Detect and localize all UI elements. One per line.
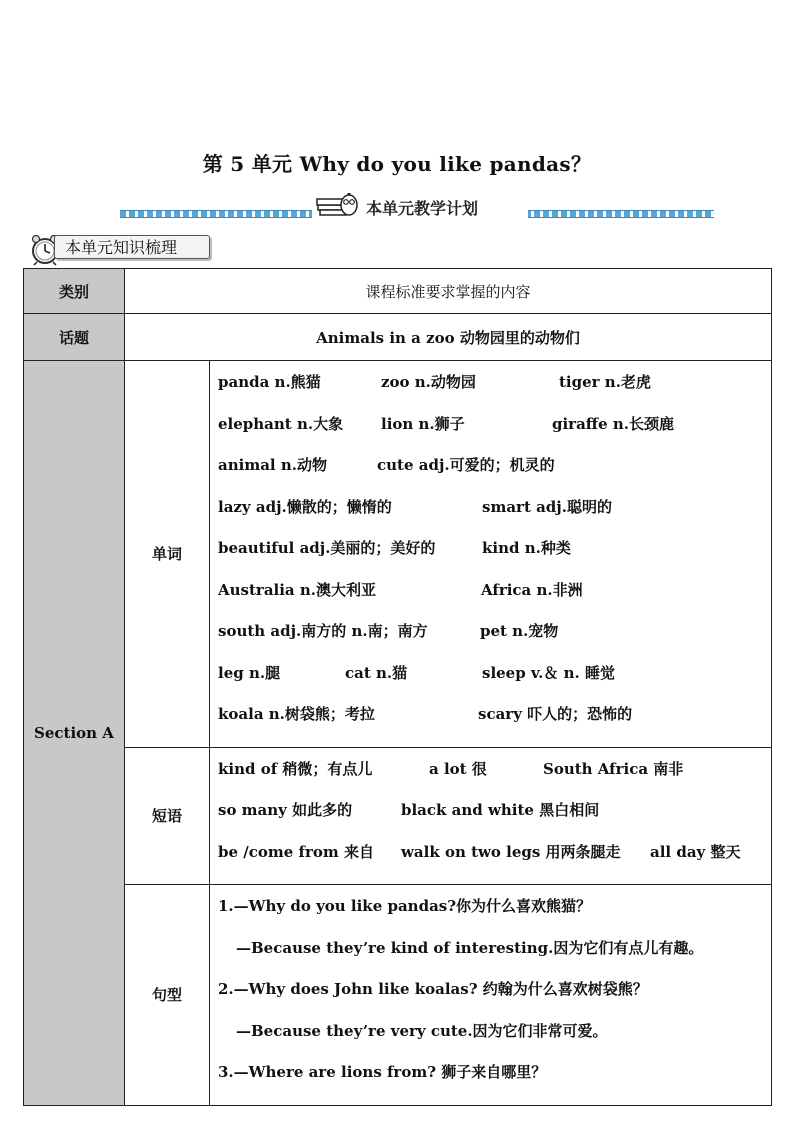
phrases-label: 短语 (125, 747, 210, 885)
word-entry: giraffe n.长颈鹿 (552, 414, 675, 433)
word-entry: pet n.宠物 (480, 622, 559, 640)
word-entry: leg n.腿 (218, 663, 281, 682)
list-item (218, 754, 763, 796)
words-cell (210, 361, 772, 748)
word-entry: animal n.动物 (218, 456, 327, 474)
knowledge-table (23, 268, 772, 1106)
word-entry: cat n.猫 (345, 663, 408, 682)
knowledge-summary-banner (28, 232, 214, 264)
list-item (218, 492, 763, 534)
books-owl-icon (316, 191, 360, 223)
list-item (218, 450, 763, 492)
list-item (218, 367, 763, 409)
category-header: 类别 (24, 269, 125, 314)
topic-value: Animals in a zoo 动物园里的动物们 (125, 314, 772, 361)
teaching-plan-banner (120, 190, 714, 226)
sentence-line: 3.—Where are lions from? 狮子来自哪里？ (218, 1063, 547, 1081)
phrase-entry: South Africa 南非 (543, 759, 684, 778)
words-label: 单词 (125, 361, 210, 748)
sentences-row (24, 885, 772, 1106)
section-label: Section A (24, 361, 125, 1106)
content-header: 课程标准要求掌握的内容 (125, 269, 772, 314)
phrase-entry: so many 如此多的 (218, 801, 353, 819)
word-entry: scary 吓人的；恐怖的 (478, 705, 633, 723)
phrases-row (24, 747, 772, 885)
sentences-label: 句型 (125, 885, 210, 1106)
table-header-row (24, 269, 772, 314)
sentence-line: 1.—Why do you like pandas?你为什么喜欢熊猫？ (218, 897, 592, 915)
word-entry: koala n.树袋熊；考拉 (218, 705, 375, 723)
topic-row (24, 314, 772, 361)
phrase-entry: all day 整天 (650, 842, 741, 861)
words-row (24, 361, 772, 748)
phrases-cell (210, 747, 772, 885)
phrase-entry: be /come from 来自 (218, 842, 374, 861)
word-entry: south adj.南方的 n.南；南方 (218, 622, 428, 640)
sentence-line: 2.—Why does John like koalas? 约翰为什么喜欢树袋熊？ (218, 980, 648, 998)
list-item (218, 795, 763, 837)
list-item (218, 616, 763, 658)
word-entry: lazy adj.懒散的；懒惰的 (218, 497, 392, 516)
word-entry: lion n.狮子 (381, 414, 465, 433)
word-entry: beautiful adj.美丽的；美好的 (218, 539, 436, 557)
word-entry: Australia n.澳大利亚 (218, 580, 377, 599)
word-entry: kind n.种类 (482, 539, 571, 557)
list-item (218, 409, 763, 451)
sentence-line: —Because they’re kind of interesting.因为它们有点儿有趣。 (236, 938, 704, 957)
knowledge-summary-label: 本单元知识梳理 (54, 235, 210, 259)
word-entry: smart adj.聪明的 (482, 497, 612, 516)
list-item (218, 658, 763, 700)
page-title: 第 5 单元 Why do you like pandas？ (202, 152, 592, 176)
word-entry: panda n.熊猫 (218, 373, 321, 391)
phrase-entry: black and white 黑白相间 (401, 801, 600, 819)
word-entry: zoo n.动物园 (381, 373, 476, 391)
topic-label: 话题 (24, 314, 125, 361)
word-entry: Africa n.非洲 (481, 580, 583, 599)
word-entry: sleep v.＆ n. 睡觉 (482, 663, 615, 682)
list-item (218, 575, 763, 617)
list-item (218, 533, 763, 575)
word-entry: cute adj.可爱的；机灵的 (377, 456, 555, 474)
list-item (218, 699, 763, 741)
teaching-plan-label-box (312, 192, 528, 222)
sentence-line: —Because they’re very cute.因为它们非常可爱。 (236, 1021, 608, 1040)
teaching-plan-label: 本单元教学计划 (366, 198, 479, 218)
word-entry: tiger n.老虎 (559, 373, 651, 391)
phrase-entry: kind of 稍微；有点儿 (218, 759, 373, 778)
phrase-entry: a lot 很 (429, 759, 487, 778)
word-entry: elephant n.大象 (218, 414, 344, 433)
sentences-cell (210, 885, 772, 1106)
phrase-entry: walk on two legs 用两条腿走 (401, 842, 621, 861)
list-item (218, 837, 763, 879)
